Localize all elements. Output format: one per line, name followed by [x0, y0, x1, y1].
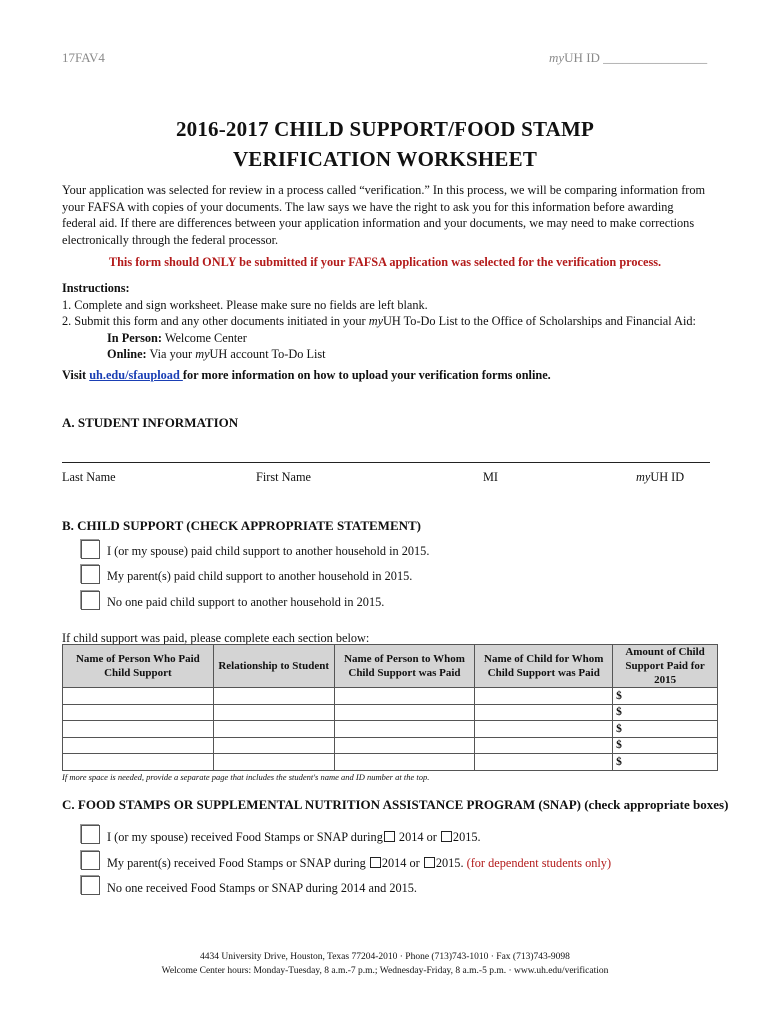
- col-child-for-whom: [475, 645, 613, 688]
- page-title-line1: 2016-2017 CHILD SUPPORT/FOOD STAMP: [175, 117, 595, 141]
- column-header-line: Child Support was Paid: [487, 667, 600, 679]
- table-cell[interactable]: [63, 721, 214, 738]
- section-a-heading: A. STUDENT INFORMATION: [62, 415, 239, 430]
- snap-none-option: No one received Food Stamps or SNAP during 2014 and 2015.: [107, 881, 418, 895]
- online-line: [62, 346, 742, 363]
- sfaupload-link[interactable]: uh.edu/sfaupload: [89, 368, 183, 382]
- student-info-line[interactable]: [62, 462, 710, 463]
- last-name-label: Last Name: [62, 470, 116, 484]
- online-label: Online:: [107, 347, 147, 361]
- child-support-option: No one paid child support to another household in 2015.: [107, 595, 385, 609]
- verification-notice: This form should ONLY be submitted if your FAFSA application was selected for the verification process.: [108, 255, 662, 269]
- my-italic: my: [549, 50, 565, 65]
- table-cell[interactable]: [213, 688, 334, 705]
- col-person-to-whom: [334, 645, 475, 688]
- option-text: 2015.: [452, 830, 481, 844]
- child-support-table: [62, 644, 718, 771]
- intro-line: Your application was selected for review in a process called “verification.” In this process, we will be comparing information from: [62, 183, 706, 197]
- amount-cell[interactable]: $: [613, 721, 718, 738]
- column-header-line: Name of Person to Whom: [344, 653, 465, 665]
- child-support-self-checkbox[interactable]: [81, 540, 100, 559]
- in-person-line: [62, 330, 742, 347]
- table-cell[interactable]: [213, 704, 334, 721]
- table-row: [63, 721, 718, 738]
- online-value: Via your: [146, 347, 196, 361]
- instructions: [62, 280, 742, 363]
- dependent-note: (for dependent students only): [466, 856, 612, 870]
- table-row: [63, 704, 718, 721]
- table-cell[interactable]: [213, 721, 334, 738]
- myuh-id-label: [636, 469, 684, 486]
- option-text: I (or my spouse) received Food Stamps or SNAP during: [107, 830, 383, 844]
- table-row: [63, 688, 718, 705]
- column-header-line: Child Support was Paid: [348, 667, 461, 679]
- instruction-text: 2. Submit this form and any other documents initiated in your: [62, 314, 369, 328]
- col-relationship: [213, 645, 334, 688]
- my-italic: my: [368, 314, 384, 328]
- instruction-text: UH To-Do List to the Office of Scholarships and Financial Aid:: [383, 314, 696, 328]
- intro-paragraph: [62, 182, 712, 248]
- snap-self-option: [107, 829, 481, 846]
- amount-cell[interactable]: $: [613, 688, 718, 705]
- visit-text: for more information on how to upload your verification forms online.: [182, 368, 551, 382]
- snap-parent-checkbox[interactable]: [81, 851, 100, 870]
- table-cell[interactable]: [475, 721, 613, 738]
- snap-self-2014-checkbox[interactable]: [384, 831, 395, 842]
- myuh-id-text: UH ID: [650, 470, 685, 484]
- section-b-heading: B. CHILD SUPPORT (CHECK APPROPRIATE STATEMENT): [62, 518, 422, 533]
- table-cell[interactable]: [63, 754, 214, 771]
- child-support-parent-checkbox[interactable]: [81, 565, 100, 584]
- table-cell[interactable]: [334, 737, 475, 754]
- table-cell[interactable]: [475, 754, 613, 771]
- myuh-id-header-label: UH ID ________________: [564, 50, 708, 65]
- child-support-option: My parent(s) paid child support to another household in 2015.: [107, 569, 413, 583]
- table-row: [63, 754, 718, 771]
- first-name-label: First Name: [256, 470, 311, 484]
- page-title-line2: VERIFICATION WORKSHEET: [232, 147, 538, 171]
- snap-self-2015-checkbox[interactable]: [441, 831, 452, 842]
- table-header-row: [63, 645, 718, 688]
- table-cell[interactable]: [63, 704, 214, 721]
- footer-hours: Welcome Center hours: Monday-Tuesday, 8 a.m.-7 p.m.; Wednesday-Friday, 8 a.m.-5 p.m. · www.uh.edu/verification: [161, 966, 609, 976]
- myuh-id-header: [549, 50, 707, 66]
- amount-cell[interactable]: $: [613, 737, 718, 754]
- table-cell[interactable]: [213, 737, 334, 754]
- amount-cell[interactable]: $: [613, 754, 718, 771]
- table-note: If more space is needed, provide a separate page that includes the student's name and ID number at the top.: [62, 772, 430, 782]
- table-cell[interactable]: [334, 721, 475, 738]
- child-support-option: I (or my spouse) paid child support to another household in 2015.: [107, 544, 430, 558]
- column-header-line: Name of Child for Whom: [484, 653, 604, 665]
- in-person-label: In Person:: [107, 330, 162, 345]
- my-italic: my: [195, 347, 210, 361]
- intro-line: your FAFSA with copies of your documents. The law says we have the right to ask you for this information before awarding: [62, 199, 674, 214]
- online-value: UH account To-Do List: [209, 347, 326, 361]
- table-cell[interactable]: [334, 704, 475, 721]
- table-cell[interactable]: [475, 688, 613, 705]
- intro-line: electronically through the federal processor.: [62, 232, 279, 247]
- form-code: 17FAV4: [62, 50, 105, 65]
- section-c-heading: C. FOOD STAMPS OR SUPPLEMENTAL NUTRITION ASSISTANCE PROGRAM (SNAP) (check appropriate boxes): [62, 797, 729, 812]
- snap-self-checkbox[interactable]: [81, 825, 100, 844]
- snap-parent-option: [107, 855, 611, 872]
- table-intro: If child support was paid, please complete each section below:: [62, 631, 370, 645]
- snap-parent-2015-checkbox[interactable]: [424, 857, 435, 868]
- instruction-step-1: 1. Complete and sign worksheet. Please make sure no fields are left blank.: [62, 297, 428, 312]
- col-amount: [613, 645, 718, 688]
- visit-line: [62, 367, 551, 384]
- column-header-line: Support Paid for 2015: [625, 660, 705, 686]
- visit-text: Visit: [62, 368, 90, 382]
- column-header-line: Name of Person Who Paid: [75, 653, 200, 665]
- intro-line: federal aid. If there are differences between your application information and your documents, we may need to make corrections: [62, 216, 695, 230]
- column-header-line: Child Support: [104, 667, 172, 679]
- snap-parent-2014-checkbox[interactable]: [370, 857, 381, 868]
- option-text: 2014 or: [395, 830, 440, 844]
- table-cell[interactable]: [475, 737, 613, 754]
- option-text: 2015.: [435, 856, 464, 870]
- table-cell[interactable]: [334, 754, 475, 771]
- option-text: My parent(s) received Food Stamps or SNAP during: [107, 856, 369, 870]
- instructions-heading: Instructions:: [62, 281, 130, 295]
- child-support-none-checkbox[interactable]: [81, 591, 100, 610]
- column-header-line: Amount of Child: [625, 646, 705, 658]
- my-italic: my: [636, 470, 651, 484]
- column-header-line: Relationship to Student: [218, 660, 329, 672]
- footer-address: 4434 University Drive, Houston, Texas 77204-2010 · Phone (713)743-1010 · Fax (713)743-9098: [200, 952, 570, 962]
- instruction-step-2: [62, 313, 742, 330]
- amount-cell[interactable]: $: [613, 704, 718, 721]
- table-cell[interactable]: [334, 688, 475, 705]
- table-row: [63, 737, 718, 754]
- snap-none-checkbox[interactable]: [81, 876, 100, 895]
- mi-label: MI: [483, 470, 499, 484]
- col-person-who-paid: [63, 645, 214, 688]
- table-cell[interactable]: [213, 754, 334, 771]
- table-cell[interactable]: [475, 704, 613, 721]
- table-cell[interactable]: [63, 737, 214, 754]
- table-cell[interactable]: [63, 688, 214, 705]
- in-person-value: Welcome Center: [162, 330, 247, 345]
- option-text: 2014 or: [381, 856, 423, 870]
